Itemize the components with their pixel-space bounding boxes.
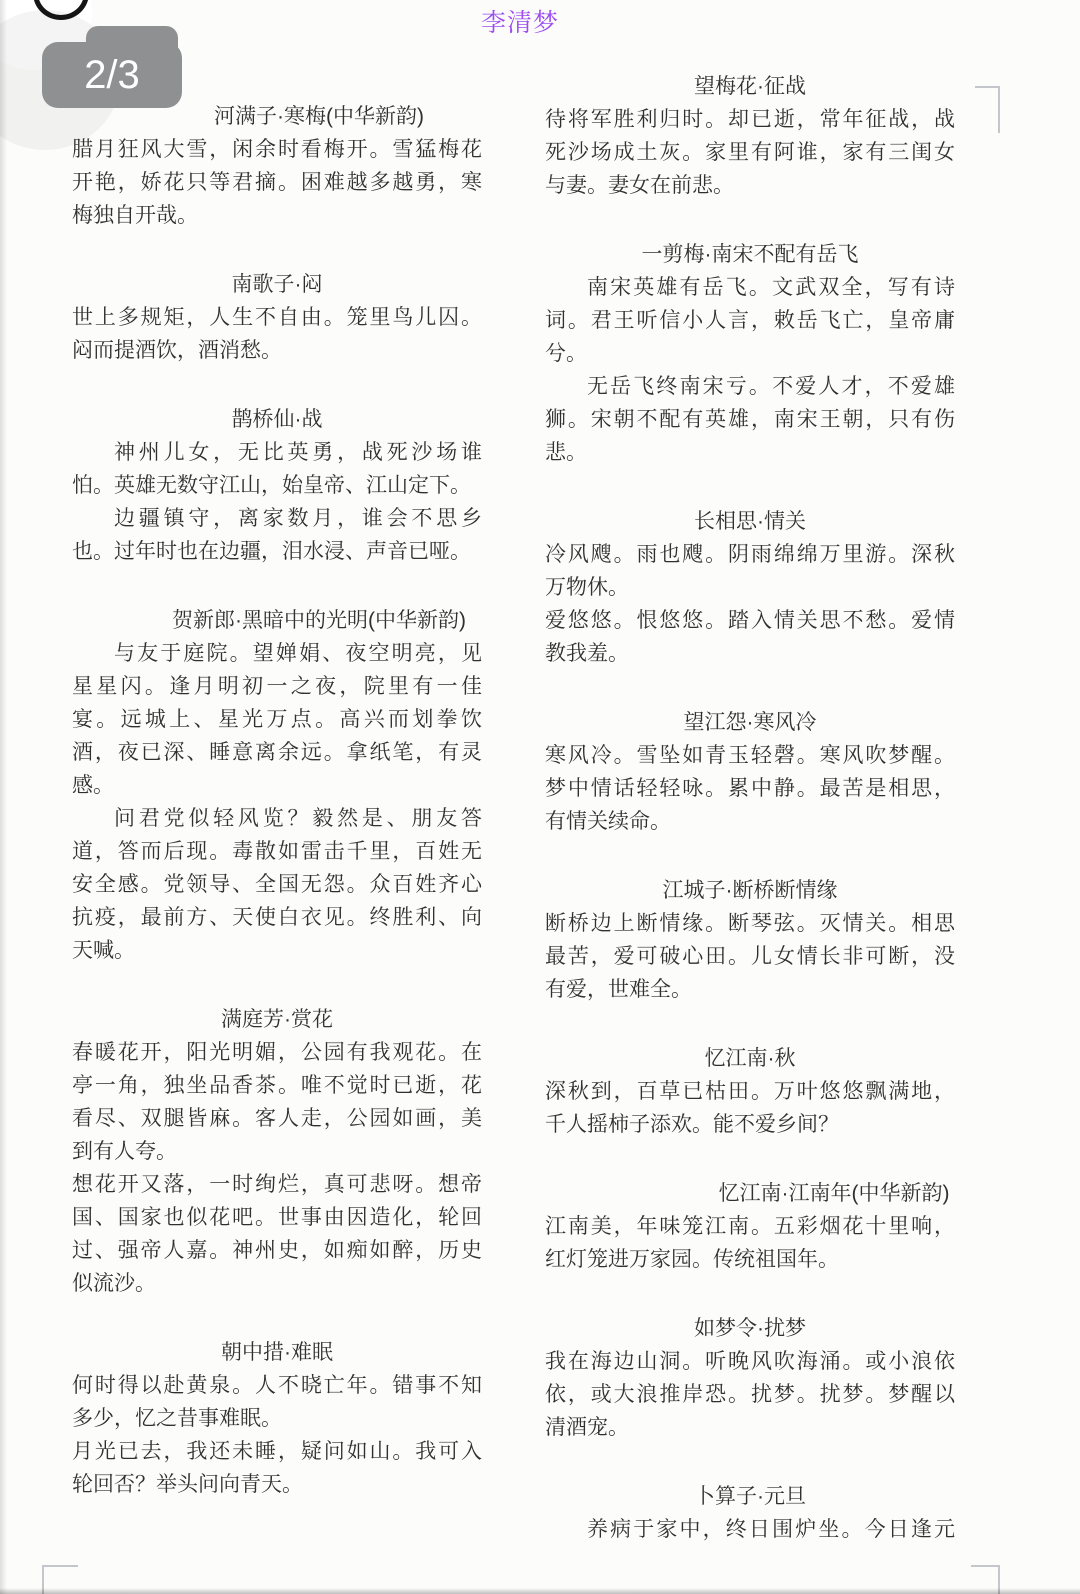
poem-block xyxy=(545,1312,955,1444)
poem-line: 何时得以赴黄泉。人不晓亡年。错事不知 xyxy=(72,1374,482,1397)
poem-block xyxy=(545,1480,955,1546)
poem-line: 养病于家中，终日围炉坐。今日逢元 xyxy=(587,1518,955,1541)
margin-corner-mark-top-right xyxy=(975,86,1000,133)
poem-title: 贺新郎·黑暗中的光明(中华新韵) xyxy=(172,609,466,632)
poem-line: 兮。 xyxy=(545,342,587,365)
poem-title: 望梅花·征战 xyxy=(694,75,806,98)
poem-title: 鹊桥仙·战 xyxy=(231,408,323,431)
poem-line: 有爱，世难全。 xyxy=(545,978,692,1001)
poem-block xyxy=(545,706,955,838)
poem-title: 南歌子·闷 xyxy=(231,273,323,296)
poem-title: 一剪梅·南宋不配有岳飞 xyxy=(641,243,859,266)
poem-line: 千人摇柿子添欢。能不爱乡间？ xyxy=(545,1113,839,1136)
poem-line: 无岳飞终南宋亏。不爱人才，不爱雄 xyxy=(587,375,955,398)
poem-line: 与妻。妻女在前悲。 xyxy=(545,174,734,197)
poem-block xyxy=(72,1003,482,1300)
poem-line: 寒风冷。雪坠如青玉轻磬。寒风吹梦醒。 xyxy=(545,744,955,767)
poem-line: 安全感。党领导、全国无怨。众百姓齐心 xyxy=(72,873,482,896)
poem-title: 长相思·情关 xyxy=(694,510,806,533)
poem-block xyxy=(72,1336,482,1501)
poem-line: 腊月狂风大雪，闲余时看梅开。雪猛梅花 xyxy=(72,138,482,161)
poem-line: 有情关续命。 xyxy=(545,810,671,833)
poem-line: 也。过年时也在边疆，泪水浸、声音已哑。 xyxy=(72,540,471,563)
poem-line: 想花开又落，一时绚烂，真可悲呀。想帝 xyxy=(72,1173,482,1196)
poem-block xyxy=(545,1042,955,1141)
page-edge-shadow-bottom xyxy=(0,1588,1080,1594)
poem-line: 看尽、双腿皆麻。客人走，公园如画，美 xyxy=(72,1107,482,1130)
poem-block xyxy=(545,238,955,469)
poem-line: 开艳，娇花只等君摘。困难越多越勇，寒 xyxy=(72,171,482,194)
poem-line: 天喊。 xyxy=(72,939,135,962)
poem-line: 感。 xyxy=(72,774,114,797)
poem-block xyxy=(72,403,482,568)
poem-block xyxy=(545,1177,955,1276)
poem-block xyxy=(545,505,955,670)
poem-line: 国、国家也似花吧。世事由因造化，轮回 xyxy=(72,1206,482,1229)
poem-title: 卜算子·元旦 xyxy=(694,1485,806,1508)
poem-line: 万物休。 xyxy=(545,576,629,599)
poem-line: 月光已去，我还未睡，疑问如山。我可入 xyxy=(72,1440,482,1463)
poem-line: 与友于庭院。望婵娟、夜空明亮，见 xyxy=(114,642,482,665)
poem-column-right xyxy=(545,70,955,1582)
poem-line: 轮回否？举头问向青天。 xyxy=(72,1473,303,1496)
poem-line: 怕。英雄无数守江山，始皇帝、江山定下。 xyxy=(72,474,471,497)
poem-line: 词。君王听信小人言，敕岳飞亡，皇帝庸 xyxy=(545,309,955,332)
poem-line: 红灯笼进万家园。传统祖国年。 xyxy=(545,1248,839,1271)
poem-block xyxy=(545,874,955,1006)
poem-line: 宴。远城上、星光万点。高兴而划拳饮 xyxy=(72,708,482,731)
poem-column-left xyxy=(72,100,482,1537)
poem-line: 酒，夜已深、睡意离余远。拿纸笔，有灵 xyxy=(72,741,482,764)
poem-line: 死沙场成土灰。家里有阿谁，家有三闺女 xyxy=(545,141,955,164)
poem-line: 悲。 xyxy=(545,441,587,464)
poem-line: 问君党似轻风览？毅然是、朋友答 xyxy=(114,807,482,830)
poem-line: 爱悠悠。恨悠悠。踏入情关思不愁。爱情 xyxy=(545,609,955,632)
poem-line: 断桥边上断情缘。断琴弦。灭情关。相思 xyxy=(545,912,955,935)
poem-line: 梅独自开哉。 xyxy=(72,204,198,227)
poem-line: 抗疫，最前方、天使白衣见。终胜利、向 xyxy=(72,906,482,929)
poem-line: 江南美，年味笼江南。五彩烟花十里响， xyxy=(545,1215,955,1238)
poem-line: 星星闪。逢月明初一之夜，院里有一佳 xyxy=(72,675,482,698)
page-indicator-badge: 2/3 xyxy=(42,42,182,108)
poem-line: 世上多规矩，人生不自由。笼里鸟儿囚。 xyxy=(72,306,482,329)
poem-line: 边疆镇守，离家数月，谁会不思乡 xyxy=(114,507,482,530)
poem-title: 如梦令·扰梦 xyxy=(694,1317,806,1340)
poem-title: 忆江南·江南年(中华新韵) xyxy=(718,1182,950,1205)
poem-title: 忆江南·秋 xyxy=(704,1047,796,1070)
poem-line: 春暖花开，阳光明媚，公园有我观花。在 xyxy=(72,1041,482,1064)
author-header: 李清梦 xyxy=(480,9,559,37)
poem-title: 朝中措·难眠 xyxy=(221,1341,333,1364)
poem-title: 江城子·断桥断情缘 xyxy=(662,879,838,902)
poem-title: 满庭芳·赏花 xyxy=(221,1008,333,1031)
poem-line: 神州儿女，无比英勇，战死沙场谁 xyxy=(114,441,482,464)
poem-title: 望江怨·寒风冷 xyxy=(683,711,817,734)
poem-line: 冷风飕。雨也飕。阴雨绵绵万里游。深秋 xyxy=(545,543,955,566)
poem-line: 依，或大浪推岸恐。扰梦。扰梦。梦醒以 xyxy=(545,1383,955,1406)
poem-line: 清酒宠。 xyxy=(545,1416,629,1439)
poem-line: 多少，忆之昔事难眠。 xyxy=(72,1407,282,1430)
poem-block xyxy=(545,70,955,202)
poem-line: 深秋到，百草已枯田。万叶悠悠飘满地， xyxy=(545,1080,955,1103)
poem-line: 闷而提酒饮，酒消愁。 xyxy=(72,339,282,362)
poem-block xyxy=(72,604,482,967)
poem-line: 南宋英雄有岳飞。文武双全，写有诗 xyxy=(587,276,955,299)
poem-line: 待将军胜利归时。却已逝，常年征战，战 xyxy=(545,108,955,131)
poem-line: 到有人夸。 xyxy=(72,1140,177,1163)
poem-line: 道，答而后现。毒散如雷击千里，百姓无 xyxy=(72,840,482,863)
poem-line: 似流沙。 xyxy=(72,1272,156,1295)
poem-line: 最苦，爱可破心田。儿女情长非可断，没 xyxy=(545,945,955,968)
poem-block xyxy=(72,268,482,367)
poem-line: 狮。宋朝不配有英雄，南宋王朝，只有伤 xyxy=(545,408,955,431)
poem-line: 过、强帝人嘉。神州史，如痴如醉，历史 xyxy=(72,1239,482,1262)
poem-title: 河满子·寒梅(中华新韵) xyxy=(214,105,424,128)
poem-line: 教我羞。 xyxy=(545,642,629,665)
poem-line: 亭一角，独坐品香茶。唯不觉时已逝，花 xyxy=(72,1074,482,1097)
page-edge-shadow-left xyxy=(0,0,7,1594)
poem-line: 我在海边山洞。听晚风吹海涌。或小浪依 xyxy=(545,1350,955,1373)
poem-line: 梦中情话轻轻咏。累中静。最苦是相思， xyxy=(545,777,955,800)
poem-block xyxy=(72,100,482,232)
